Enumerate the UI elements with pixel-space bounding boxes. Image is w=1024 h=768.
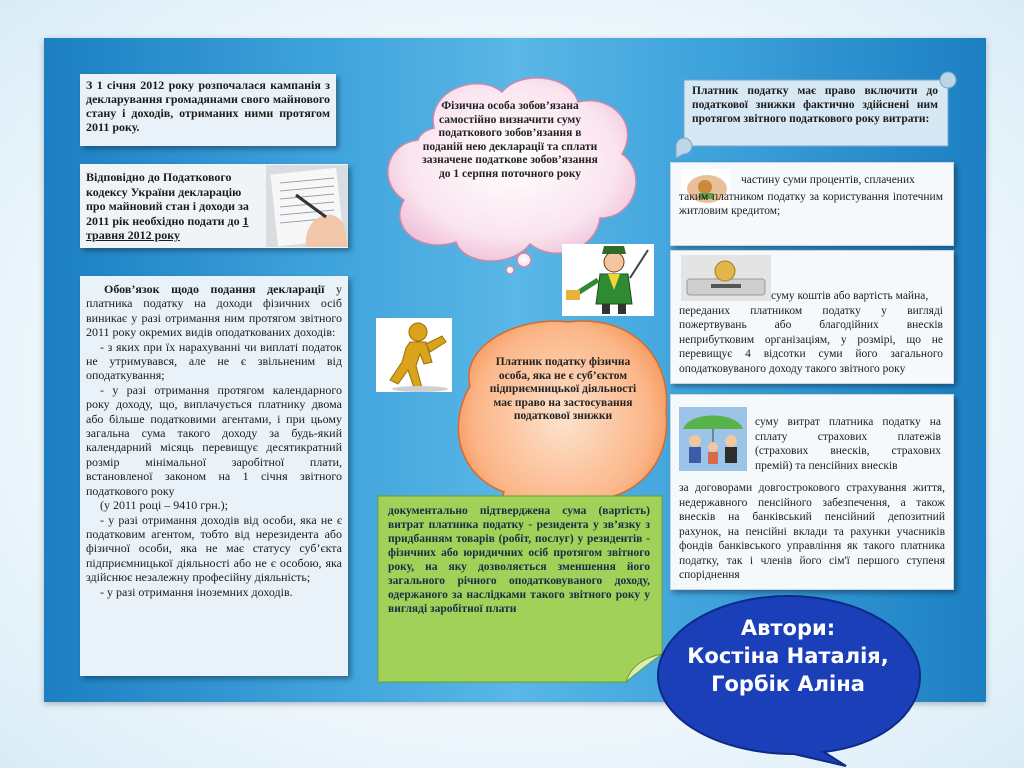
- mortgage-text-inline: частину суми процентів, сплачених: [741, 174, 915, 186]
- donations-text: переданих платником податку у вигляді пожертвувань або благодійних внесків неприбутковим організаціям, у розмірі, що не перевищує 4 відсотки суми його загального оподатковуваного доходу такого звітного року: [679, 304, 943, 375]
- insurance-text: за договорами довгострокового страхування життя, недержавного пенсійного забезпечення, а також внесків на банківський пенсійний депозитний рахунок, на пенсійні вклади та рахунки учасників фондів банківського управління як такого платника податку, так і членів його сім'ї першого ступеня споріднення: [679, 482, 945, 581]
- authors-label: Автори:: [740, 616, 836, 640]
- writing-hand-icon: [266, 165, 348, 247]
- deadline-text-box: [80, 164, 348, 248]
- insurance-box: [670, 394, 954, 590]
- family-umbrella-icon: [679, 407, 747, 471]
- donations-text-inline: суму коштів або вартість майна,: [771, 290, 929, 302]
- cloud-text: Фізична особа зобов’язана самостійно визначити суму податкового зобов’язання в поданій нею декларації та сплати зазначене податкове зобов’язання до 1 серпня поточного року: [422, 100, 598, 180]
- mortgage-interest-box: [670, 162, 954, 246]
- obligation-intro: у платника податку на доходи фізичних осіб виникає у разі отримання ним протягом звітного 2011 року окремих видів оподаткованих доходів:: [86, 282, 342, 340]
- obligation-item-2: - у разі отримання протягом календарного року доходу, що, виплачується платнику двома або більше податковими агентами, і при цьому загальна сума такого доходу за будь-який календарний місяць перевищує десятикратний розмір мінімальної заробітної плати, встановленої законом на 1 січня звітного податкового року: [86, 382, 342, 498]
- intro-text-box: [80, 74, 336, 146]
- deadline-date: 1 травня 2012 року: [86, 213, 249, 242]
- scroll-text: Платник податку має право включити до податкової знижки фактично здійснені ним протягом звітного податкового року витрати:: [692, 85, 938, 125]
- businessman-figure-icon: [562, 244, 654, 316]
- author-name-1: Костіна Наталія,: [687, 644, 889, 668]
- deadline-text: Відповідно до Податкового кодексу України декларацію про майновий стан і доходи за 2011 рік необхідно подати до: [86, 170, 249, 228]
- obligation-item-2-note: (у 2011 році – 9410 грн.);: [100, 498, 228, 513]
- insurance-text-inline: суму витрат платника податку на сплату страхових платежів (страхових внесків, страхових премій) та пенсійних внесків: [755, 416, 941, 472]
- donations-box: [670, 250, 954, 384]
- obligation-text-box: [80, 276, 348, 676]
- authors-text: [678, 614, 898, 698]
- obligation-item-1: - з яких при їх нарахуванні чи виплаті податок не утримувався, але не є звільненим від оподаткування;: [86, 339, 342, 383]
- green-note-text: документально підтверджена сума (вартість) витрат платника податку - резидента у зв’язку з придбанням товарів (робіт, послуг) у резидентів - фізичних або юридичних осіб протягом звітного року, на яку дозволяється зменшення його загального річного оподатковуваного доходу, одержаного за наслідками такого звітного року у вигляді заробітної плати: [388, 505, 650, 615]
- obligation-item-3: - у разі отримання доходів від особи, яка не є податковим агентом, тобто від нерезидента або фізичної особи, яка не має статусу суб’єкта підприємницької діяльності або не є особою, яка здійснює незалежну професійну діяльність;: [86, 512, 342, 585]
- intro-text: З 1 січня 2012 року розпочалася кампанія з декларування громадянами свого майнового стану і доходів, отриманих ними протягом 2011 року.: [86, 78, 330, 134]
- mortgage-text: таким платником податку за користування іпотечним житловим кредитом;: [679, 190, 943, 217]
- author-name-2: Горбік Аліна: [711, 672, 865, 696]
- orange-blob-text: Платник податку фізична особа, яка не є суб’єктом підприємницької діяльності має право на застосування податкової знижки: [489, 356, 637, 422]
- obligation-item-4: - у разі отримання іноземних доходів.: [100, 584, 293, 599]
- obligation-title: Обов’язок щодо подання декларації: [104, 282, 325, 296]
